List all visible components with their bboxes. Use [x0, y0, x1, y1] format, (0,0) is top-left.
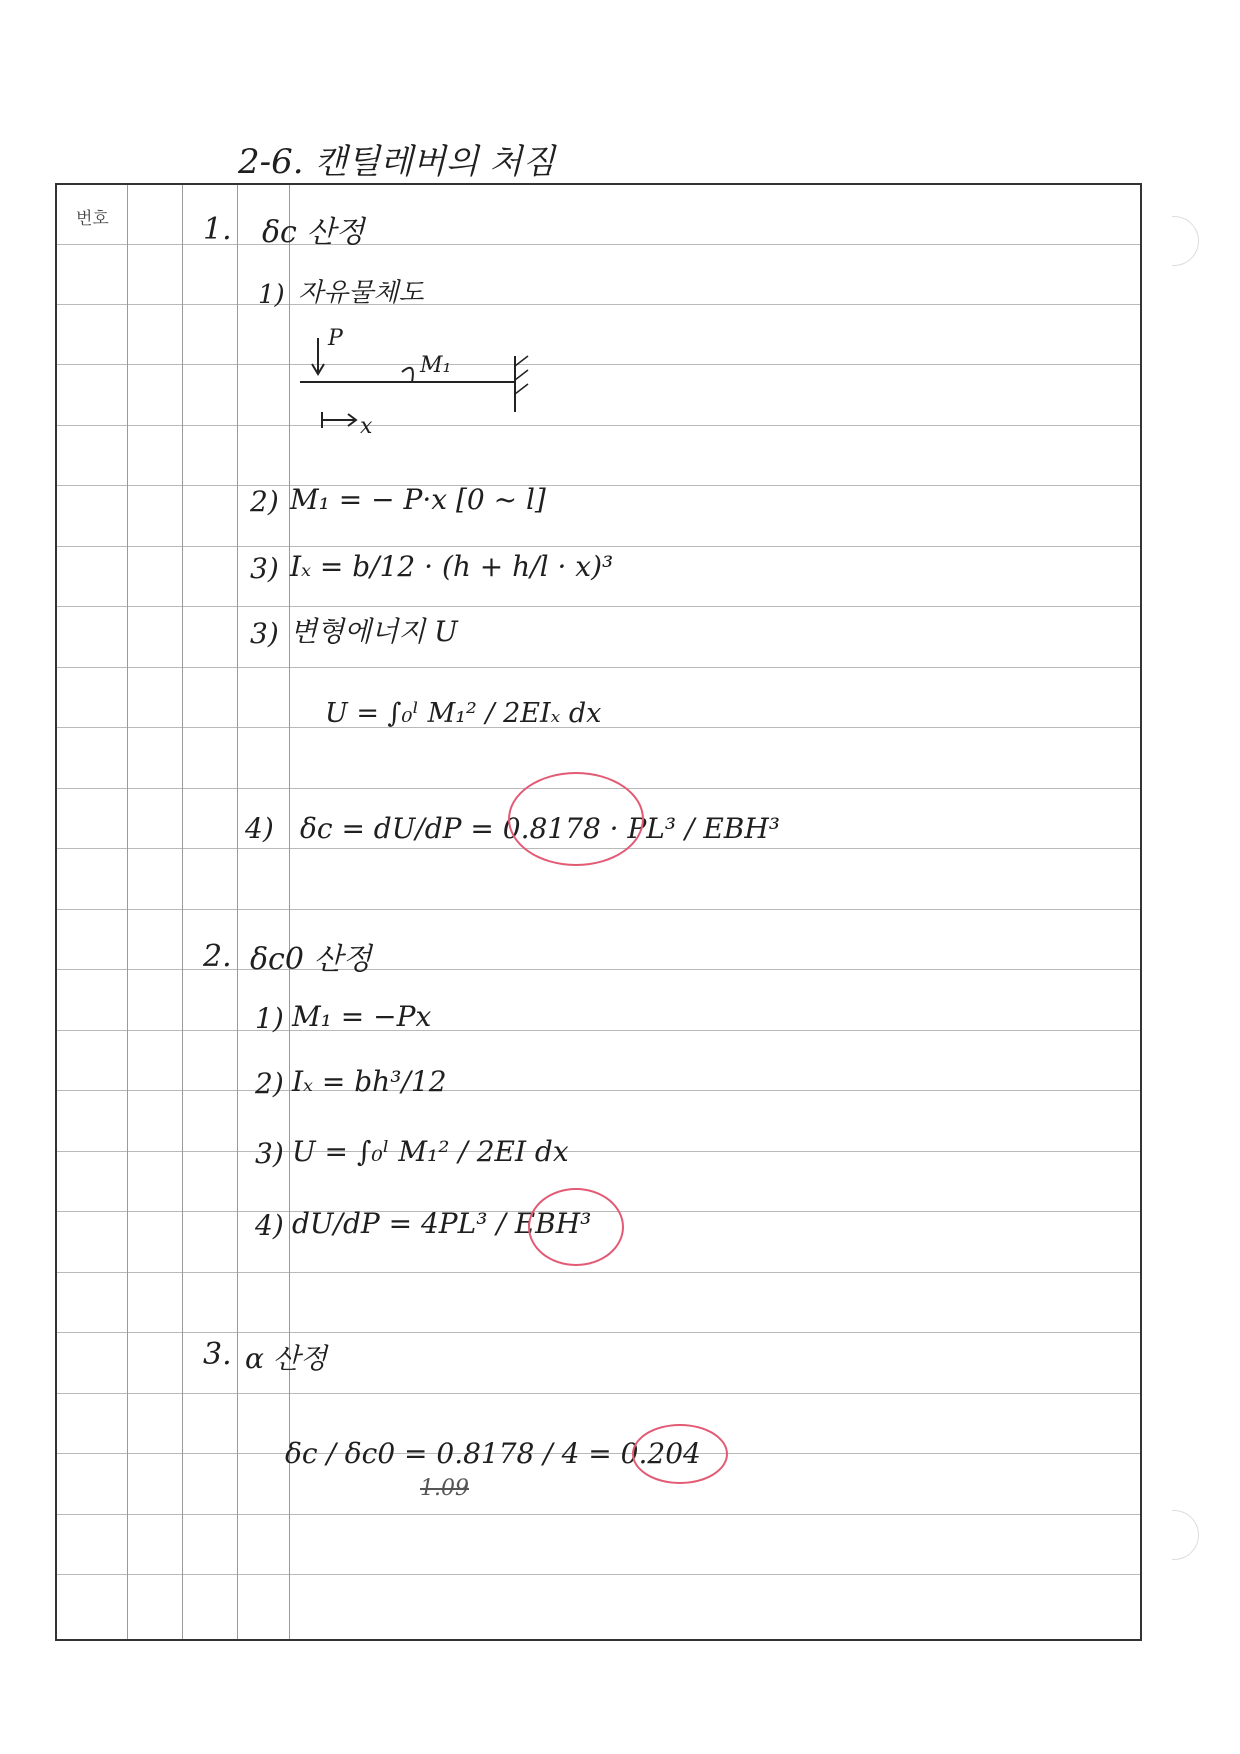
- page-title: 2-6. 캔틸레버의 처짐: [238, 142, 556, 182]
- step-text: M₁ = −Px: [292, 1000, 432, 1033]
- alpha-equation: δc / δc0 = 0.8178 / 4 = 0.204: [285, 1437, 701, 1470]
- section-3-heading: α 산정: [245, 1342, 327, 1375]
- answer-circle-alpha: [632, 1424, 728, 1484]
- step-label: 2): [255, 1067, 284, 1100]
- load-label: P: [328, 326, 343, 351]
- step-label: 3): [250, 552, 279, 585]
- section-1-number: 1.: [203, 212, 232, 247]
- notebook-sheet: [55, 183, 1142, 1641]
- binder-hole-top: [1172, 216, 1199, 266]
- step-label: 3): [255, 1137, 284, 1170]
- step-text: 변형에너지 U: [290, 615, 458, 648]
- step-label: 4): [245, 812, 274, 845]
- step-text: 자유물체도: [298, 278, 424, 308]
- alpha-crossed-value: 1.09: [420, 1476, 469, 1501]
- step-text: U = ∫₀ˡ M₁² / 2EI dx: [292, 1135, 569, 1168]
- column-label: 번호: [76, 209, 109, 229]
- section-1-heading: δc 산정: [262, 215, 365, 250]
- step-text: Iₓ = b/12 · (h + h/l · x)³: [290, 550, 614, 583]
- answer-circle-delta-c: [508, 772, 644, 866]
- step-text: U = ∫₀ˡ M₁² / 2EIₓ dx: [325, 698, 602, 729]
- step-text: δc = dU/dP = 0.8178 · PL³ / EBH³: [300, 812, 781, 845]
- step-label: 2): [250, 485, 279, 518]
- binder-hole-bottom: [1172, 1510, 1199, 1560]
- step-label: 1): [255, 1002, 284, 1035]
- step-label: 3): [250, 617, 279, 650]
- step-text: dU/dP = 4PL³ / EBH³: [292, 1207, 592, 1240]
- section-3-number: 3.: [203, 1337, 232, 1372]
- axis-label: x: [360, 414, 373, 439]
- step-label: 1): [258, 280, 285, 310]
- answer-circle-delta-c0: [528, 1188, 624, 1266]
- step-text: M₁ = − P·x [0 ~ l]: [290, 483, 546, 516]
- section-2-heading: δc0 산정: [250, 942, 372, 977]
- section-2-number: 2.: [203, 939, 232, 974]
- moment-label: M₁: [420, 353, 452, 378]
- step-label: 4): [255, 1209, 284, 1242]
- step-text: Iₓ = bh³/12: [292, 1065, 447, 1098]
